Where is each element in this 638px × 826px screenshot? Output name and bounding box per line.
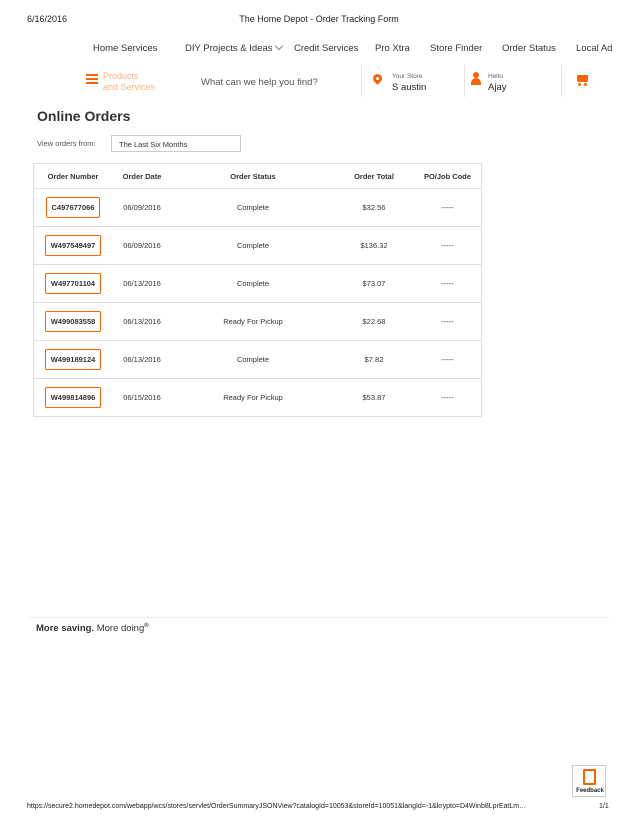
- col-order-total: Order Total: [334, 164, 414, 189]
- page-title: Online Orders: [37, 108, 131, 124]
- cell-order-number-button: [34, 265, 113, 303]
- nav-pro-xtra[interactable]: Pro Xtra: [375, 43, 410, 54]
- cell-po-job-code: [414, 341, 482, 379]
- cell-order-number-button: [34, 341, 113, 379]
- cell-order-status: [172, 227, 334, 265]
- user-name[interactable]: Ajay: [488, 82, 507, 93]
- divider: [561, 65, 562, 97]
- cell-order-status: [172, 189, 334, 227]
- nav-local-ad[interactable]: Local Ad: [576, 43, 613, 54]
- order-status: Complete: [236, 241, 270, 250]
- nav-diy-label: DIY Projects & Ideas: [185, 43, 273, 54]
- order-status: Ready For Pickup: [223, 393, 283, 402]
- cell-order-date: [112, 265, 172, 303]
- user-icon: [471, 72, 481, 86]
- po-job-code: -----: [441, 355, 454, 364]
- order-status: Ready For Pickup: [223, 317, 283, 326]
- print-date: 6/16/2016: [27, 14, 68, 24]
- filter-label: View orders from:: [37, 139, 96, 148]
- cell-order-total: [334, 227, 414, 265]
- cell-order-date: [112, 189, 172, 227]
- cell-order-status: [172, 379, 334, 417]
- po-job-code: -----: [441, 317, 454, 326]
- cell-po-job-code: [414, 189, 482, 227]
- cell-order-status: [172, 341, 334, 379]
- po-job-code: -----: [441, 393, 454, 402]
- store-name[interactable]: S austin: [392, 82, 427, 93]
- search-input[interactable]: What can we help you find?: [201, 77, 318, 88]
- order-total: $7.82: [364, 355, 384, 364]
- col-order-status: Order Status: [172, 164, 334, 189]
- cell-order-number-button: [34, 227, 113, 265]
- print-title: The Home Depot - Order Tracking Form: [239, 14, 399, 24]
- cell-order-total: [334, 189, 414, 227]
- cell-order-total: [334, 341, 414, 379]
- menu-icon[interactable]: [86, 74, 98, 84]
- cell-order-number-button: [34, 379, 113, 417]
- order-date: 06/13/2016: [123, 355, 161, 364]
- header-bar: [78, 65, 618, 97]
- cell-order-date: [112, 341, 172, 379]
- order-number-button[interactable]: C497677066: [46, 197, 101, 218]
- cell-order-date: [112, 227, 172, 265]
- table-row: [34, 379, 482, 417]
- order-number-button[interactable]: W499189124: [45, 349, 102, 370]
- hello-label: Hello: [488, 73, 503, 80]
- order-total: $136.32: [360, 241, 388, 250]
- cell-order-date: [112, 379, 172, 417]
- date-range-select[interactable]: The Last Six Months: [111, 135, 241, 152]
- po-job-code: -----: [441, 279, 454, 288]
- cell-order-total: [334, 303, 414, 341]
- order-number-button[interactable]: W497701104: [45, 273, 101, 294]
- order-total: $22.68: [362, 317, 386, 326]
- order-date: 06/13/2016: [123, 279, 161, 288]
- location-pin-icon: [371, 72, 384, 85]
- products-services-button[interactable]: [103, 71, 155, 93]
- store-label: Your Store: [392, 73, 423, 80]
- cell-order-date: [112, 303, 172, 341]
- table-row: [34, 303, 482, 341]
- print-footer-url: https://secure2.homedepot.com/webapp/wcs/stores/servlet/OrderSummaryJSONView?catalogId=10053&storeId=10051&langId=-1&krypto=D4Winb8LprEatLm…: [27, 803, 527, 810]
- chevron-down-icon: [275, 42, 283, 50]
- cell-po-job-code: [414, 227, 482, 265]
- order-status: Complete: [236, 355, 270, 364]
- products-label: Products: [103, 71, 139, 81]
- print-page-number: 1/1: [599, 803, 609, 810]
- divider: [464, 65, 465, 97]
- nav-diy-projects[interactable]: [185, 43, 282, 54]
- order-number-button[interactable]: W499083558: [45, 311, 102, 332]
- table-row: [34, 265, 482, 303]
- cell-order-total: [334, 265, 414, 303]
- cell-order-number-button: [34, 303, 113, 341]
- col-order-date: Order Date: [112, 164, 172, 189]
- cell-po-job-code: [414, 379, 482, 417]
- order-number-button[interactable]: W499814896: [45, 387, 102, 408]
- cell-order-status: [172, 303, 334, 341]
- table-row: [34, 227, 482, 265]
- order-date: 06/15/2016: [123, 393, 161, 402]
- cell-po-job-code: [414, 265, 482, 303]
- order-date: 06/09/2016: [123, 203, 161, 212]
- orders-table: [33, 163, 482, 417]
- order-status: Complete: [236, 279, 270, 288]
- services-label: and Services: [103, 82, 156, 92]
- cell-po-job-code: [414, 303, 482, 341]
- cart-icon[interactable]: [577, 75, 588, 82]
- order-total: $32.56: [362, 203, 386, 212]
- table-header-row: [34, 164, 482, 189]
- promo-part2: More doing: [96, 623, 145, 635]
- divider: [361, 65, 362, 97]
- cell-order-status: [172, 265, 334, 303]
- po-job-code: -----: [441, 241, 454, 250]
- order-status: Complete: [236, 203, 270, 212]
- col-po-job-code: PO/Job Code: [414, 164, 482, 189]
- registered-mark: ®: [144, 623, 149, 629]
- order-total: $73.07: [362, 279, 386, 288]
- po-job-code: -----: [441, 203, 454, 212]
- promo-text: [36, 623, 149, 634]
- order-date: 06/09/2016: [123, 241, 161, 250]
- nav-order-status[interactable]: Order Status: [502, 43, 556, 54]
- col-order-number: Order Number: [34, 164, 113, 189]
- feedback-button[interactable]: [572, 765, 606, 797]
- table-row: [34, 341, 482, 379]
- nav-home-services[interactable]: Home Services: [93, 43, 158, 54]
- table-row: [34, 189, 482, 227]
- cell-order-total: [334, 379, 414, 417]
- cell-order-number-button: [34, 189, 113, 227]
- nav-store-finder[interactable]: Store Finder: [430, 43, 483, 54]
- order-total: $53.87: [362, 393, 386, 402]
- promo-banner: [29, 617, 609, 638]
- feedback-label: Feedback: [576, 788, 604, 794]
- promo-part1: More saving.: [36, 623, 95, 635]
- nav-credit-services[interactable]: Credit Services: [294, 43, 359, 54]
- order-number-button[interactable]: W497549497: [45, 235, 102, 256]
- order-date: 06/13/2016: [123, 317, 161, 326]
- pencil-icon: [583, 769, 596, 785]
